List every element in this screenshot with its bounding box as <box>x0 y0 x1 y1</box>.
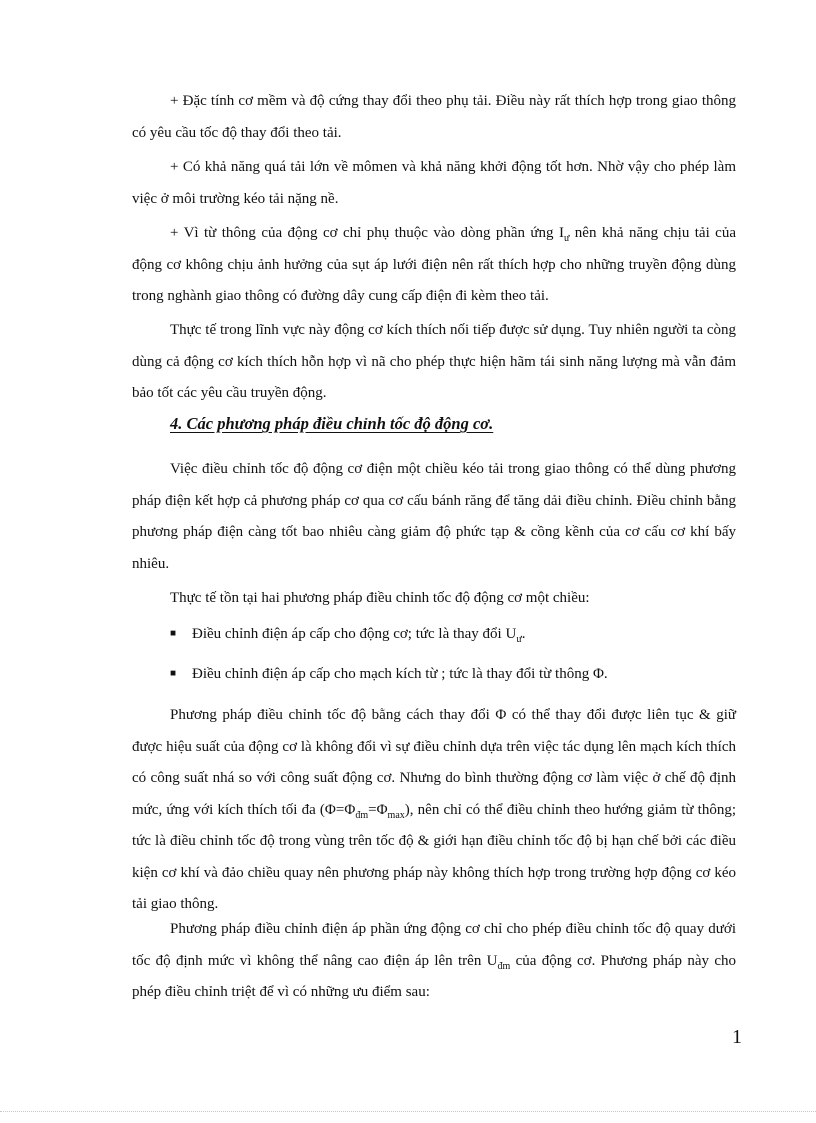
paragraph-flux-method-rest: ), nên chỉ có thể điều chỉnh theo hướng giảm từ thông; tức là điều chỉnh tốc độ trong vùng trên tốc độ & giới hạn điều chỉnh tốc độ bị hạn chế bởi các điều kiện cơ khí và đảo chiều quay nên phương pháp này không thích hợp trong trường hợp động cơ kéo tải giao thông. <box>132 801 737 912</box>
paragraph-armature-method <box>132 914 736 1009</box>
paragraph-flux-method-eq: =Φ <box>368 801 388 818</box>
paragraph-two-methods: Thực tế tồn tại hai phương pháp điều chỉnh tốc độ động cơ một chiều: <box>170 590 590 606</box>
paragraph-speed-control: Việc điều chỉnh tốc độ động cơ điện một chiều kéo tải trong giao thông có thể dùng phương pháp điện kết hợp cả phương pháp cơ qua cơ cấu bánh răng để tăng dải điều chỉnh. Điều chỉnh bằng phương pháp điện càng tốt bao nhiêu càng giảm độ phức tạp & cồng kềnh của cơ cấu cơ khí bấy nhiêu. <box>132 461 736 572</box>
paragraph-flux <box>132 218 736 313</box>
paragraph-flux-text-rest: nên khả năng chịu tải của động cơ không chịu ảnh hưởng của sụt áp lưới điện nên rất thích hợp cho những truyền động dùng trong nghành giao thông có đường dây cung cấp điện đi kèm theo tải. <box>132 225 736 304</box>
subscript-u: ư <box>563 233 570 244</box>
page-number: 1 <box>732 1026 742 1048</box>
list-item-voltage-text: Điều chỉnh điện áp cấp cho động cơ; tức là thay đổi U <box>192 626 517 642</box>
list-item-voltage-end: . <box>521 626 526 642</box>
paragraph-overload: + Có khả năng quá tải lớn về mômen và khả năng khởi động tốt hơn. Nhờ vậy cho phép làm việc ở môi trường kéo tải nặng nề. <box>132 159 736 207</box>
paragraph-flux-method <box>132 700 736 921</box>
list-item-excitation <box>170 662 608 686</box>
paragraph-characteristics: + Đặc tính cơ mềm và độ cứng thay đổi theo phụ tải. Điều này rất thích hợp trong giao thông có yêu cầu tốc độ thay đổi theo tải. <box>132 93 736 141</box>
list-item-excitation-text: Điều chỉnh điện áp cấp cho mạch kích từ ; tức là thay đổi từ thông Φ. <box>192 666 608 682</box>
page-border-line <box>0 1111 816 1112</box>
paragraph-practice: Thực tế trong lĩnh vực này động cơ kích thích nối tiếp được sử dụng. Tuy nhiên người ta còng dùng cả động cơ kích thích hỗn hợp vì nã cho phép thực hiện hãm tái sinh năng lượng mà vẫn đảm bảo tốt các yêu cầu truyền động. <box>132 322 736 401</box>
bullet-icon: ■ <box>170 628 177 639</box>
paragraph-flux-method-text: Phương pháp điều chỉnh tốc độ bằng cách thay đổi Φ có thể thay đổi được liên tục & giữ được hiệu suất của động cơ là không đổi vì sự điều chỉnh dựa trên việc tác dụng lên mạch kích thích có công suất nhá so với công suất động cơ. Nhưng do bình thường động cơ làm việc ở chế độ định mức, ứng với kích thích tối đa (Φ=Φ <box>132 707 736 818</box>
section-heading: 4. Các phương pháp điều chỉnh tốc độ động cơ. <box>170 414 494 433</box>
subscript-dm: đm <box>497 960 511 972</box>
list-item-voltage <box>170 622 525 646</box>
subscript-max: max <box>387 809 405 821</box>
paragraph-armature-text: Phương pháp điều chỉnh điện áp phần ứng động cơ chỉ cho phép điều chỉnh tốc độ quay dưới tốc độ định mức vì không thể nâng cao điện áp lên trên U <box>132 921 736 969</box>
paragraph-flux-text: + Vì từ thông của động cơ chỉ phụ thuộc vào dòng phần ứng I <box>170 225 564 241</box>
paragraph-armature-rest: của động cơ. Phương pháp này cho phép điều chỉnh triệt để vì có những ưu điểm sau: <box>132 952 736 1000</box>
subscript-dm: đm <box>355 809 369 821</box>
subscript-u: ư <box>516 634 522 645</box>
bullet-icon: ■ <box>170 668 177 679</box>
